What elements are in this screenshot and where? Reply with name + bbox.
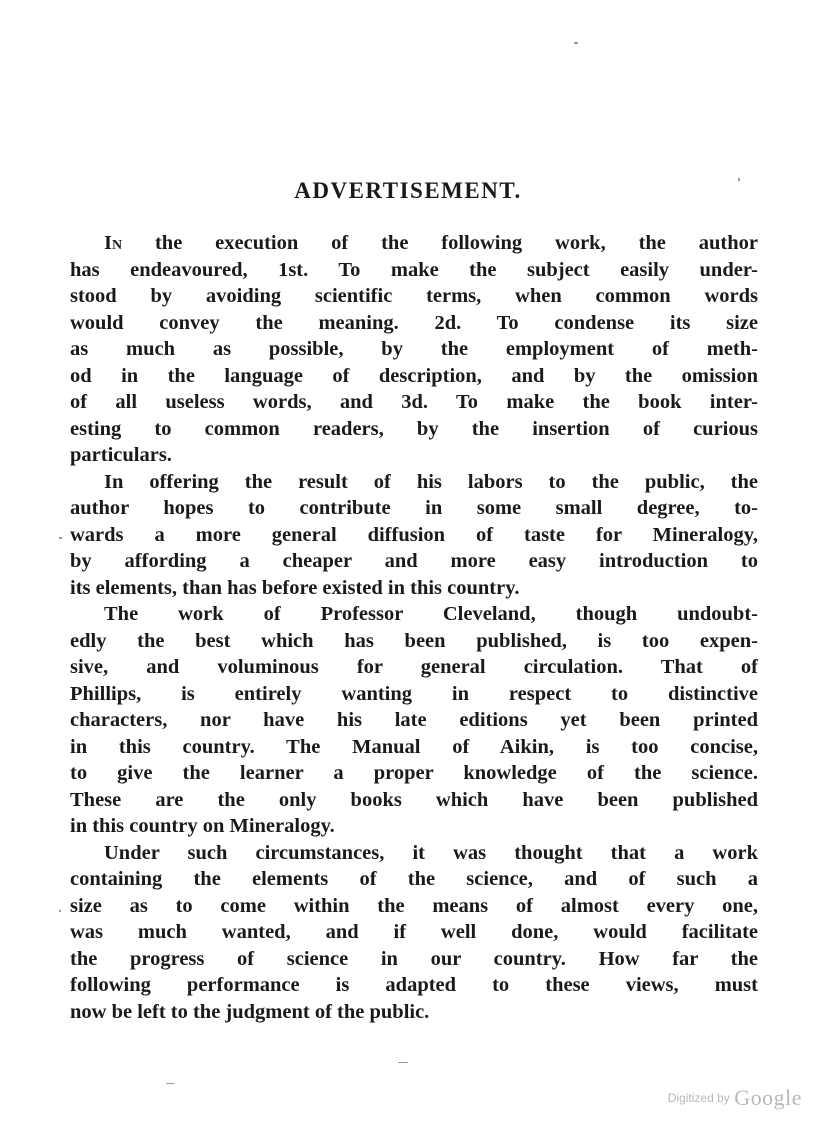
text-line: characters, nor have his late editions yet been printed <box>70 709 758 731</box>
text-line: particulars. <box>70 444 172 466</box>
watermark-prefix: Digitized by <box>667 1091 730 1105</box>
text-line: as much as possible, by the employment of meth- <box>70 338 758 360</box>
text-line: containing the elements of the science, and of such a <box>70 868 758 890</box>
text-line: in this country on Mineralogy. <box>70 815 335 837</box>
text-line: was much wanted, and if well done, would facilitate <box>70 921 758 943</box>
text-line: esting to common readers, by the insertion of curious <box>70 417 758 440</box>
text-line: by affording a cheaper and more easy introduction to <box>70 550 758 572</box>
google-logo: Google <box>734 1085 802 1110</box>
text-line: the progress of science in our country. How far the <box>70 947 758 970</box>
text-line: wards a more general diffusion of taste for Mineralogy, <box>70 523 758 546</box>
text-line: in this country. The Manual of Aikin, is too concise, <box>70 735 758 758</box>
text-line: In the execution of the following work, the author <box>104 232 758 254</box>
text-line: These are the only books which have been published <box>70 788 758 811</box>
text-line: The work of Professor Cleveland, though undoubt- <box>104 603 758 625</box>
text-line: stood by avoiding scientific terms, when common words <box>70 285 758 307</box>
text-line: following performance is adapted to these views, must <box>70 974 758 996</box>
advertisement-body <box>70 230 758 1025</box>
text-line: of all useless words, and 3d. To make the book inter- <box>70 391 758 413</box>
text-line: edly the best which has been published, is too expen- <box>70 629 758 652</box>
text-line: Phillips, is entirely wanting in respect to distinctive <box>70 682 758 705</box>
text-line: sive, and voluminous for general circulation. That of <box>70 656 758 678</box>
scan-speck <box>166 1083 174 1084</box>
text-line: In offering the result of his labors to the public, the <box>104 470 758 493</box>
digitized-by-google-watermark <box>668 1085 802 1111</box>
text-line: size as to come within the means of almost every one, <box>70 894 758 917</box>
text-line: would convey the meaning. 2d. To condense its size <box>70 311 758 334</box>
text-line: has endeavoured, 1st. To make the subject easily under- <box>70 258 758 281</box>
text-line: its elements, than has before existed in this country. <box>70 576 520 599</box>
scan-speck <box>738 178 740 181</box>
text-line: now be left to the judgment of the public. <box>70 1000 430 1023</box>
scan-speck <box>59 537 62 539</box>
text-line: to give the learner a proper knowledge of the science. <box>70 762 758 784</box>
scan-speck <box>398 1062 408 1063</box>
text-line: author hopes to contribute in some small degree, to- <box>70 497 758 519</box>
text-line: Under such circumstances, it was thought that a work <box>104 841 758 864</box>
page-title: ADVERTISEMENT. <box>294 178 522 203</box>
scan-speck <box>574 42 578 44</box>
drop-word: In <box>104 232 123 254</box>
scan-speck <box>59 910 61 912</box>
text-line: od in the language of description, and by the omission <box>70 364 758 387</box>
